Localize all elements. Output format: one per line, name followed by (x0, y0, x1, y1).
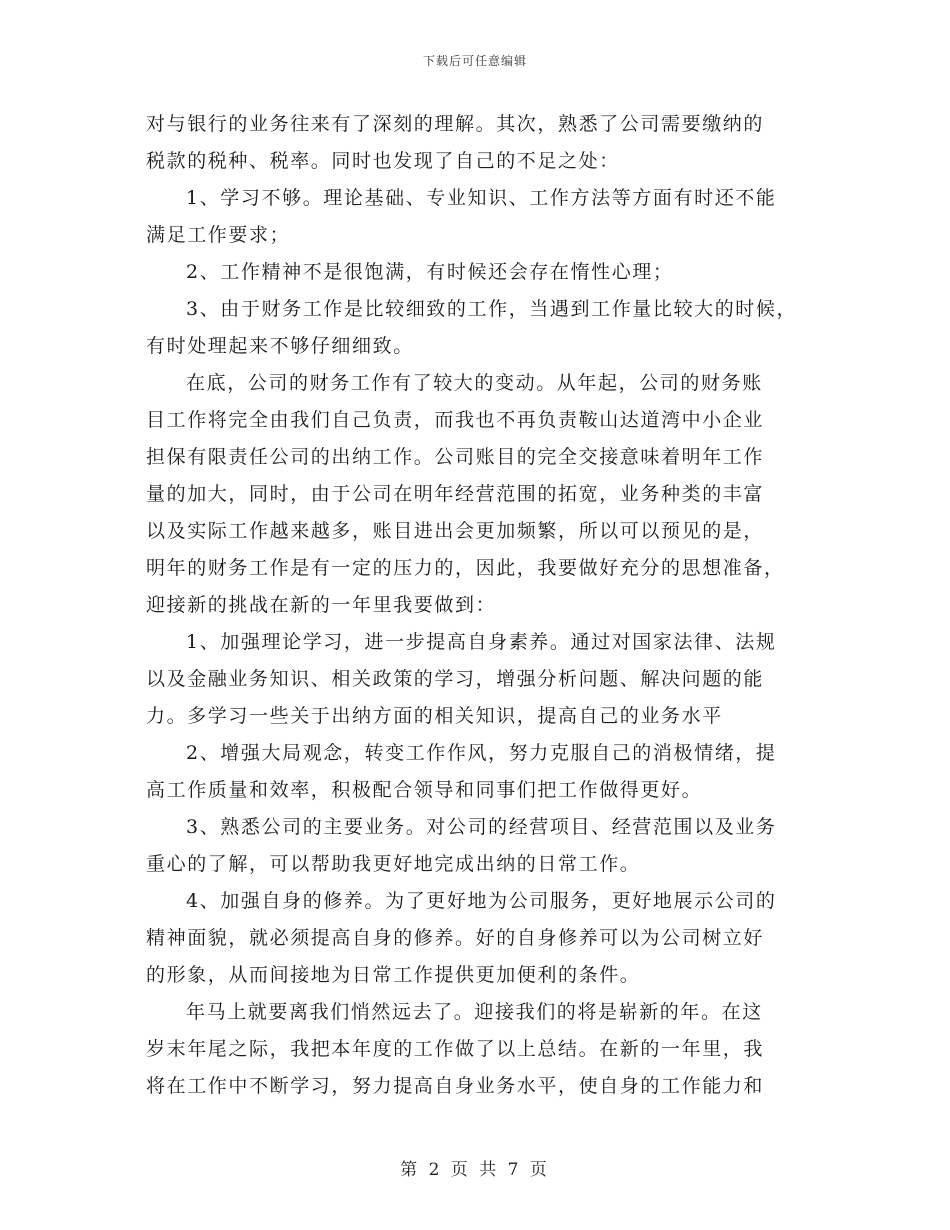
body-text-line: 3、熟悉公司的主要业务。对公司的经营项目、经营范围以及业务 (186, 816, 777, 838)
body-text-line: 岁末年尾之际，我把本年度的工作做了以上总结。在新的一年里，我 (146, 1038, 765, 1060)
body-text-line: 将在工作中不断学习，努力提高自身业务水平，使自身的工作能力和 (146, 1075, 765, 1097)
body-text-line: 年马上就要离我们悄然远去了。迎接我们的将是崭新的年。在这 (186, 1001, 763, 1023)
body-text-line: 满足工作要求； (146, 224, 291, 246)
body-text-line: 的形象，从而间接地为日常工作提供更加便利的条件。 (146, 964, 641, 986)
body-text-line: 有时处理起来不够仔细细致。 (146, 335, 414, 357)
body-text-line: 重心的了解，可以帮助我更好地完成出纳的日常工作。 (146, 853, 641, 875)
body-text-line: 2、增强大局观念，转变工作作风，努力克服自己的消极情绪，提 (186, 742, 777, 764)
page-footer: 第 2 页 共 7 页 (400, 1160, 550, 1180)
body-text-line: 精神面貌，就必须提高自身的修养。好的自身修养可以为公司树立好 (146, 927, 765, 949)
body-text-line: 1、加强理论学习，进一步提高自身素养。通过对国家法律、法规 (186, 631, 777, 653)
body-text-line: 1、学习不够。理论基础、专业知识、工作方法等方面有时还不能 (186, 187, 777, 209)
body-text-line: 目工作将完全由我们自己负责，而我也不再负责鞍山达道湾中小企业 (146, 409, 765, 431)
document-body (146, 106, 816, 1105)
body-text-line: 以及金融业务知识、相关政策的学习，增强分析问题、解决问题的能 (146, 668, 765, 690)
body-text-line: 明年的财务工作是有一定的压力的，因此，我要做好充分的思想准备， (146, 557, 785, 579)
body-text-line: 高工作质量和效率，积极配合领导和同事们把工作做得更好。 (146, 779, 703, 801)
body-text-line: 担保有限责任公司的出纳工作。公司账目的完全交接意味着明年工作 (146, 446, 765, 468)
body-text-line: 税款的税种、税率。同时也发现了自己的不足之处： (146, 150, 620, 172)
body-text-line: 以及实际工作越来越多，账目进出会更加频繁，所以可以预见的是， (146, 520, 765, 542)
body-text-line: 量的加大，同时，由于公司在明年经营范围的拓宽，业务种类的丰富 (146, 483, 765, 505)
body-text-line: 2、工作精神不是很饱满，有时候还会存在惰性心理； (186, 261, 674, 283)
body-text-line: 迎接新的挑战在新的一年里我要做到： (146, 594, 497, 616)
body-text-line: 对与银行的业务往来有了深刻的理解。其次，熟悉了公司需要缴纳的 (146, 113, 765, 135)
body-text-line: 力。多学习一些关于出纳方面的相关知识，提高自己的业务水平 (146, 705, 723, 727)
body-text-line: 3、由于财务工作是比较细致的工作，当遇到工作量比较大的时候， (186, 298, 798, 320)
body-text-line: 在底，公司的财务工作有了较大的变动。从年起，公司的财务账 (186, 372, 763, 394)
body-text-line: 4、加强自身的修养。为了更好地为公司服务，更好地展示公司的 (186, 890, 777, 912)
page-header: 下载后可任意编辑 (422, 54, 527, 68)
